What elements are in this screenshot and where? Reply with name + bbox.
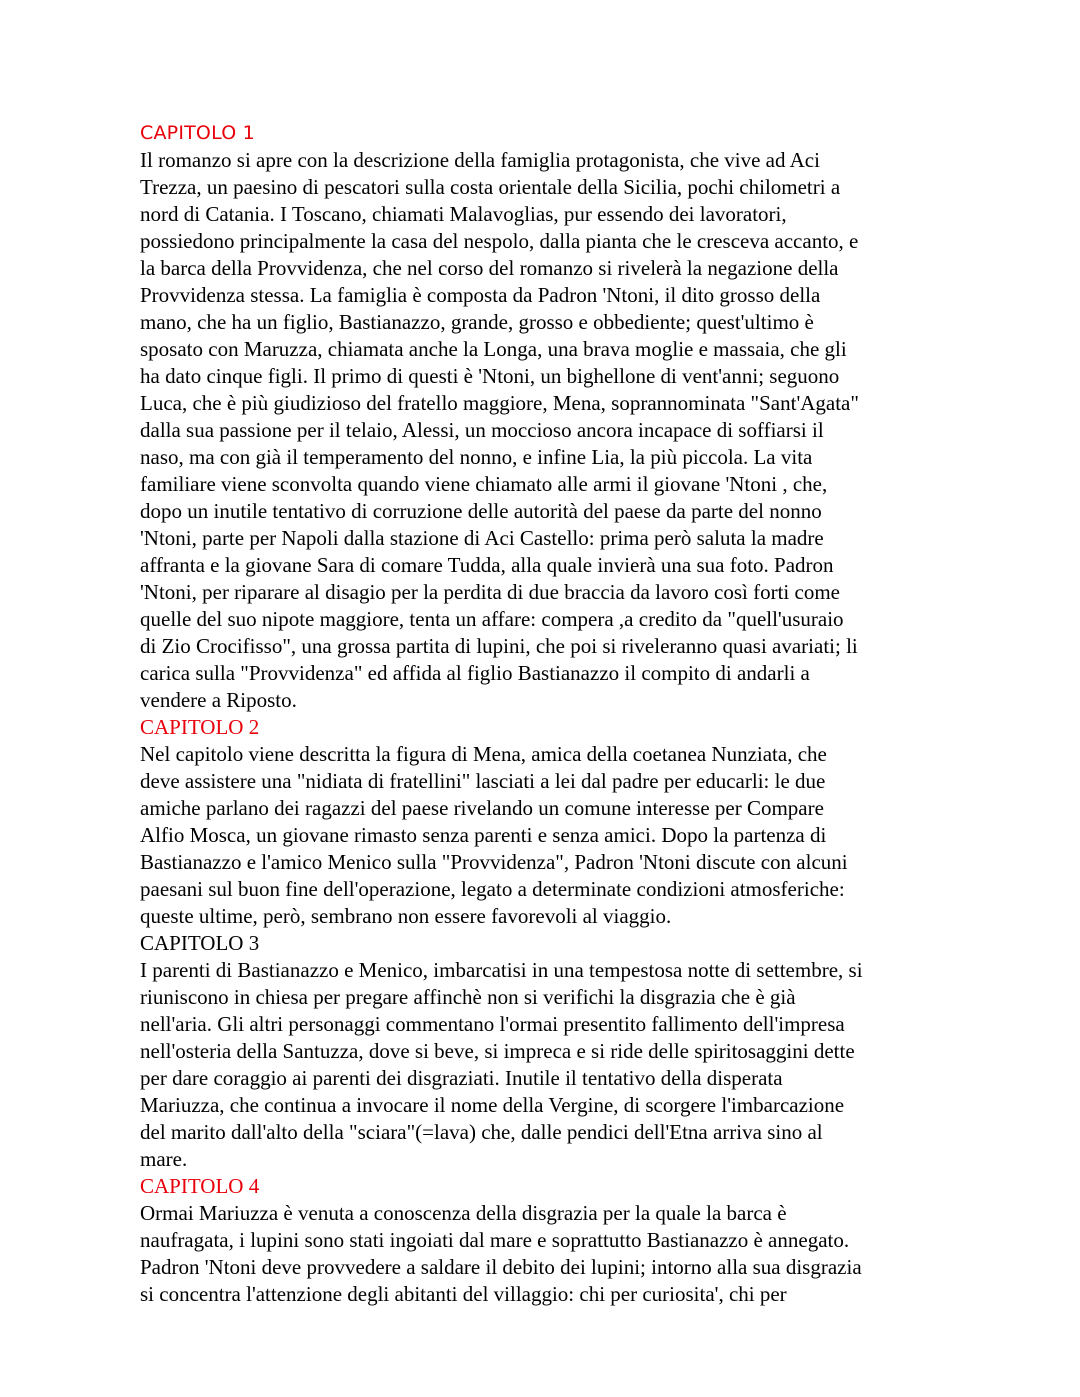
text-line: dalla sua passione per il telaio, Alessi, un moccioso ancora incapace di soffiarsi il xyxy=(140,418,824,442)
text-line: Trezza, un paesino di pescatori sulla costa orientale della Sicilia, pochi chilometri a xyxy=(140,175,841,199)
section-heading: CAPITOLO 1 xyxy=(140,122,255,144)
text-line: Nel capitolo viene descritta la figura di Mena, amica della coetanea Nunziata, che xyxy=(140,742,827,766)
text-line: di Zio Crocifisso", una grossa partita di lupini, che poi si riveleranno quasi avariati; li xyxy=(140,634,858,658)
text-line: 'Ntoni, parte per Napoli dalla stazione di Aci Castello: prima però saluta la madre xyxy=(140,526,824,550)
section-capitolo-3 xyxy=(140,930,950,1173)
text-line: deve assistere una "nidiata di fratellini" lasciati a lei dal padre per educarli: le due xyxy=(140,769,826,793)
text-line: nord di Catania. I Toscano, chiamati Malavoglias, pur essendo dei lavoratori, xyxy=(140,202,787,226)
section-heading: CAPITOLO 2 xyxy=(140,715,260,739)
text-line: dopo un inutile tentativo di corruzione delle autorità del paese da parte del nonno xyxy=(140,499,822,523)
section-paragraph xyxy=(140,1200,950,1308)
section-heading: CAPITOLO 3 xyxy=(140,931,260,955)
text-line: Mariuzza, che continua a invocare il nome della Vergine, di scorgere l'imbarcazione xyxy=(140,1093,845,1117)
text-line: la barca della Provvidenza, che nel corso del romanzo si rivelerà la negazione della xyxy=(140,256,839,280)
text-line: carica sulla "Provvidenza" ed affida al figlio Bastianazzo il compito di andarli a xyxy=(140,661,810,685)
text-line: amiche parlano dei ragazzi del paese rivelando un comune interesse per Compare xyxy=(140,796,824,820)
text-line: mare. xyxy=(140,1147,188,1171)
section-heading: CAPITOLO 4 xyxy=(140,1174,260,1198)
text-line: Luca, che è più giudizioso del fratello maggiore, Mena, soprannominata "Sant'Agata" xyxy=(140,391,859,415)
text-line: sposato con Maruzza, chiamata anche la Longa, una brava moglie e massaia, che gli xyxy=(140,337,847,361)
section-capitolo-2 xyxy=(140,714,950,930)
text-line: Il romanzo si apre con la descrizione della famiglia protagonista, che vive ad Aci xyxy=(140,148,820,172)
text-line: riuniscono in chiesa per pregare affinchè non si verifichi la disgrazia che è già xyxy=(140,985,796,1009)
text-line: I parenti di Bastianazzo e Menico, imbarcatisi in una tempestosa notte di settembre, si xyxy=(140,958,863,982)
text-line: Padron 'Ntoni deve provvedere a saldare il debito dei lupini; intorno alla sua disgrazia xyxy=(140,1255,862,1279)
text-line: nell'osteria della Santuzza, dove si beve, si impreca e si ride delle spiritosaggini dette xyxy=(140,1039,855,1063)
text-line: queste ultime, però, sembrano non essere favorevoli al viaggio. xyxy=(140,904,672,928)
text-line: si concentra l'attenzione degli abitanti del villaggio: chi per curiosita', chi per xyxy=(140,1282,787,1306)
text-line: Provvidenza stessa. La famiglia è composta da Padron 'Ntoni, il dito grosso della xyxy=(140,283,821,307)
text-line: 'Ntoni, per riparare al disagio per la perdita di due braccia da lavoro così forti come xyxy=(140,580,840,604)
section-capitolo-1 xyxy=(140,120,950,714)
text-line: mano, che ha un figlio, Bastianazzo, grande, grosso e obbediente; quest'ultimo è xyxy=(140,310,814,334)
text-line: quelle del suo nipote maggiore, tenta un affare: compera ,a credito da "quell'usuraio xyxy=(140,607,844,631)
text-line: familiare viene sconvolta quando viene chiamato alle armi il giovane 'Ntoni , che, xyxy=(140,472,828,496)
text-line: affranta e la giovane Sara di comare Tudda, alla quale invierà una sua foto. Padron xyxy=(140,553,834,577)
text-line: del marito dall'alto della "sciara"(=lava) che, dalle pendici dell'Etna arriva sino al xyxy=(140,1120,823,1144)
text-line: naufragata, i lupini sono stati ingoiati dal mare e soprattutto Bastianazzo è annegato. xyxy=(140,1228,850,1252)
text-line: Alfio Mosca, un giovane rimasto senza parenti e senza amici. Dopo la partenza di xyxy=(140,823,827,847)
text-line: ha dato cinque figli. Il primo di questi è 'Ntoni, un bighellone di vent'anni; seguono xyxy=(140,364,840,388)
text-line: per dare coraggio ai parenti dei disgraziati. Inutile il tentativo della disperata xyxy=(140,1066,783,1090)
text-line: nell'aria. Gli altri personaggi commentano l'ormai presentito fallimento dell'impresa xyxy=(140,1012,845,1036)
text-line: Ormai Mariuzza è venuta a conoscenza della disgrazia per la quale la barca è xyxy=(140,1201,787,1225)
section-capitolo-4 xyxy=(140,1173,950,1308)
section-paragraph xyxy=(140,147,950,714)
text-line: naso, ma con già il temperamento del nonno, e infine Lia, la più piccola. La vita xyxy=(140,445,813,469)
section-paragraph xyxy=(140,957,950,1173)
document-body xyxy=(140,120,950,1308)
text-line: vendere a Riposto. xyxy=(140,688,297,712)
section-paragraph xyxy=(140,741,950,930)
text-line: paesani sul buon fine dell'operazione, legato a determinate condizioni atmosferiche: xyxy=(140,877,845,901)
text-line: possiedono principalmente la casa del nespolo, dalla pianta che le cresceva accanto, e xyxy=(140,229,859,253)
text-line: Bastianazzo e l'amico Menico sulla "Provvidenza", Padron 'Ntoni discute con alcuni xyxy=(140,850,848,874)
